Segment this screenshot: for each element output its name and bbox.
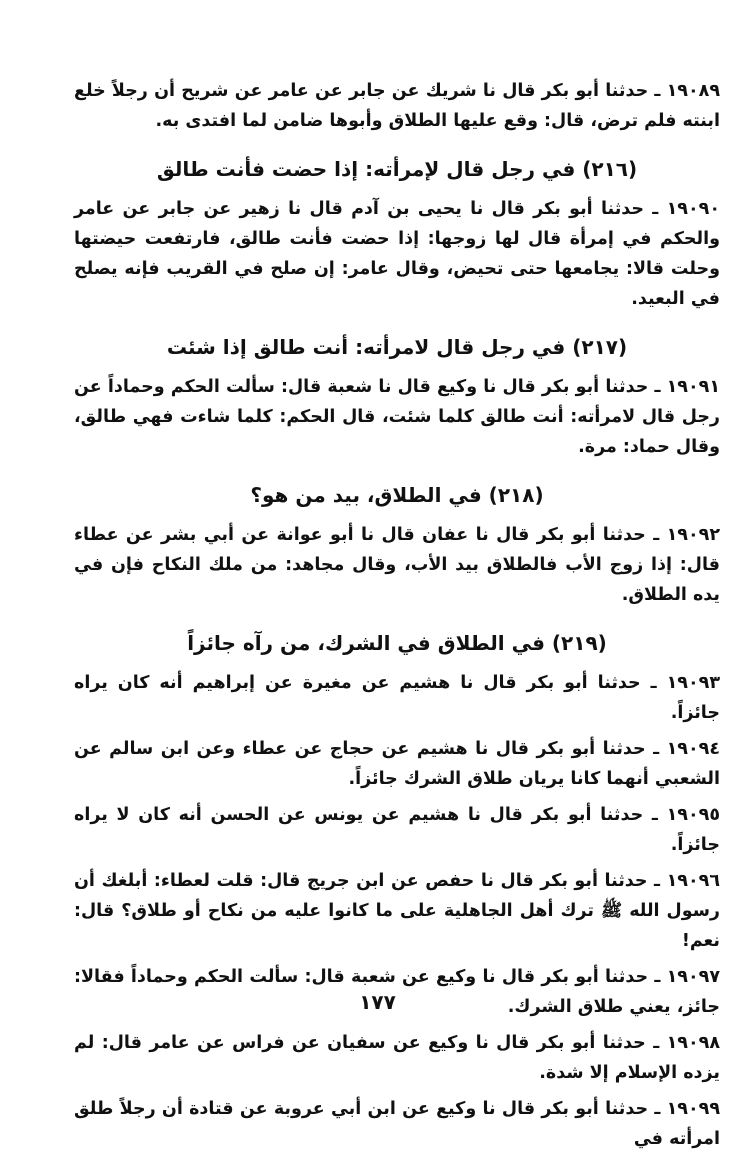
hadith-number: ١٩٠٩٣ <box>666 673 720 693</box>
hadith-number: ١٩٠٩٩ <box>666 1099 720 1119</box>
hadith-paragraph <box>74 668 720 728</box>
hadith-text: ـ حدثنا أبو بكر قال نا وكيع قال نا شعبة قال: سألت الحكم وحماداً عن رجل قال لامرأته: أنت طالق كلما شئت، قال الحكم: كلما شاءت فهي طالق، وقال حماد: مرة. <box>74 377 720 457</box>
hadith-number: ١٩٠٩١ <box>666 377 720 397</box>
page-number: ١٧٧ <box>359 990 396 1014</box>
hadith-number: ١٩٠٩٦ <box>666 871 720 891</box>
hadith-paragraph <box>74 520 720 610</box>
hadith-text: ـ حدثنا أبو بكر قال نا يحيى بن آدم قال نا زهير عن جابر عن عامر والحكم في إمرأة قال لها زوجها: إذا حضت فأنت طالق، فارتفعت حيضتها وحلت قالا: يجامعها حتى تحيض، وقال عامر: إن صلح في القريب فإنه يصلح في البعيد. <box>74 199 720 309</box>
hadith-text: ـ حدثنا أبو بكر قال نا وكيع عن سفيان عن فراس عن عامر قال: لم يزده الإسلام إلا شدة. <box>74 1033 720 1083</box>
hadith-paragraph <box>74 800 720 860</box>
hadith-number: ١٩٠٩٥ <box>666 805 721 825</box>
hadith-number: ١٩٠٩٠ <box>666 199 721 219</box>
hadith-text: ـ حدثنا أبو بكر قال نا هشيم عن يونس عن الحسن أنه كان لا يراه جائزاً. <box>74 805 720 855</box>
section-heading: (٢١٦) في رجل قال لإمرأته: إذا حضت فأنت طالق <box>156 157 638 181</box>
hadith-paragraph <box>74 866 720 956</box>
hadith-number: ١٩٠٩٢ <box>666 525 721 545</box>
hadith-text: ـ حدثنا أبو بكر قال نا وكيع عن شعبة قال: سألت الحكم وحماداً فقالا: جائز، يعني طلاق الشرك. <box>74 967 720 1017</box>
hadith-number: ١٩٠٩٤ <box>666 739 720 759</box>
hadith-text: ـ حدثنا أبو بكر قال نا عفان قال نا أبو عوانة عن أبي بشر عن عطاء قال: إذا زوج الأب فالطلاق بيد الأب، وقال مجاهد: من ملك النكاح فإن في يده الطلاق. <box>74 525 720 605</box>
section-heading: (٢١٧) في رجل قال لامرأته: أنت طالق إذا شئت <box>166 335 628 359</box>
hadith-number: ١٩٠٨٩ <box>666 81 720 101</box>
hadith-text: ـ حدثنا أبو بكر قال نا هشيم عن حجاج عن عطاء وعن ابن سالم عن الشعبي أنهما كانا يريان طلاق الشرك جائزاً. <box>74 739 720 789</box>
hadith-paragraph <box>74 1028 720 1088</box>
hadith-text: ـ حدثنا أبو بكر قال نا وكيع عن ابن أبي عروبة عن قتادة أن رجلاً طلق امرأته في <box>74 1099 720 1149</box>
hadith-paragraph <box>74 1094 720 1154</box>
hadith-paragraph <box>74 194 720 314</box>
section-heading: (٢١٩) في الطلاق في الشرك، من رآه جائزاً <box>187 631 607 655</box>
hadith-number: ١٩٠٩٧ <box>666 967 720 987</box>
hadith-paragraph <box>74 372 720 462</box>
hadith-number: ١٩٠٩٨ <box>666 1033 721 1053</box>
hadith-text: ـ حدثنا أبو بكر قال نا شريك عن جابر عن عامر عن شريح أن رجلاً خلع ابنته فلم ترض، قال: وقع عليها الطلاق وأبوها ضامن لما افتدى به. <box>74 81 720 131</box>
hadith-paragraph <box>74 76 720 136</box>
hadith-text: ـ حدثنا أبو بكر قال نا حفص عن ابن جريج قال: قلت لعطاء: أبلغك أن رسول الله ﷺ ترك أهل الجاهلية على ما كانوا عليه من نكاح أو طلاق؟ قال: نعم! <box>74 871 720 951</box>
hadith-text: ـ حدثنا أبو بكر قال نا هشيم عن مغيرة عن إبراهيم أنه كان يراه جائزاً. <box>74 673 720 723</box>
hadith-paragraph <box>74 734 720 794</box>
section-heading: (٢١٨) في الطلاق، بيد من هو؟ <box>250 483 544 507</box>
